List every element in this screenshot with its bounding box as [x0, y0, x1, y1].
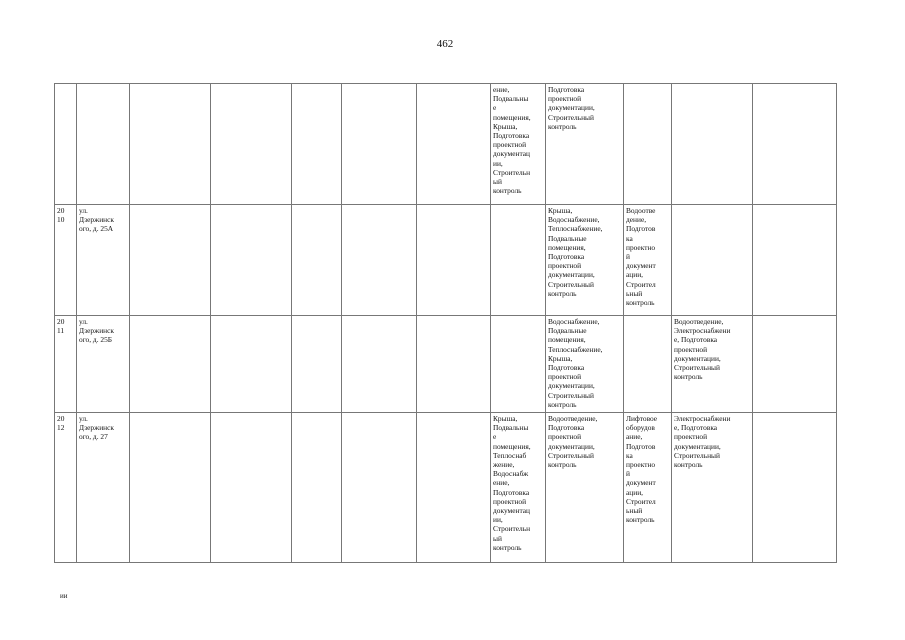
table-cell	[130, 316, 211, 413]
table-cell	[624, 413, 672, 563]
table-cell	[417, 205, 491, 316]
table-cell	[491, 205, 546, 316]
table-cell	[753, 413, 837, 563]
table-cell	[292, 205, 342, 316]
table-cell	[546, 316, 624, 413]
cell-text: Водоотве дение, Подготов ка проектно й документ ации, Строител ьный контроль	[626, 206, 656, 308]
cell-text: Электроснабжени е, Подготовка проектной документации, Строительный контроль	[674, 414, 731, 470]
table-cell	[77, 413, 130, 563]
table-row	[55, 316, 837, 413]
table-cell	[342, 316, 417, 413]
table-cell	[77, 205, 130, 316]
cell-text: ение, Подвальны е помещения, Крыша, Подготовка проектной документац ии, Строительн ый контроль	[493, 85, 531, 196]
table-cell	[55, 84, 77, 205]
page-number: 462	[436, 38, 454, 50]
cell-text: Подготовка проектной документации, Строительный контроль	[548, 85, 595, 131]
table-row	[55, 205, 837, 316]
cell-text: 20 11	[57, 317, 65, 336]
table-cell	[491, 413, 546, 563]
table-cell	[624, 205, 672, 316]
cell-text: Водоотведение, Подготовка проектной документации, Строительный контроль	[548, 414, 598, 470]
table-cell	[55, 205, 77, 316]
cell-text: ул. Дзержинск ого, д. 25А	[79, 206, 115, 234]
table-cell	[130, 84, 211, 205]
table-cell	[55, 316, 77, 413]
table-cell	[491, 84, 546, 205]
table-cell	[753, 84, 837, 205]
table-cell	[342, 205, 417, 316]
table-cell	[672, 316, 753, 413]
table-cell	[211, 413, 292, 563]
table-cell	[417, 84, 491, 205]
footer-mark: ии	[60, 592, 68, 600]
table-cell	[130, 205, 211, 316]
table-cell	[211, 316, 292, 413]
table-cell	[77, 84, 130, 205]
cell-text: ул. Дзержинск ого, д. 25Б	[79, 317, 115, 345]
works-schedule-table	[54, 83, 837, 563]
cell-text: ул. Дзержинск ого, д. 27	[79, 414, 115, 442]
table-cell	[211, 84, 292, 205]
table-cell	[292, 84, 342, 205]
cell-text: 20 12	[57, 414, 65, 433]
table-cell	[753, 316, 837, 413]
table-cell	[672, 84, 753, 205]
table-row	[55, 413, 837, 563]
cell-text: Крыша, Водоснабжение, Теплоснабжение, Подвальные помещения, Подготовка проектной документации, Строительный контроль	[548, 206, 603, 298]
table-cell	[211, 205, 292, 316]
table-cell	[342, 413, 417, 563]
table-row	[55, 84, 837, 205]
table-cell	[624, 316, 672, 413]
table-cell	[55, 413, 77, 563]
table-cell	[546, 84, 624, 205]
table-cell	[546, 413, 624, 563]
cell-text: Крыша, Подвальны е помещения, Теплоснаб жение, Водоснабж ение, Подготовка проектной документац ии, Строительн ый контроль	[493, 414, 531, 552]
table-cell	[672, 413, 753, 563]
table-body	[55, 84, 837, 563]
table-cell	[753, 205, 837, 316]
cell-text: Лифтовое оборудов ание, Подготов ка проектно й документ ации, Строител ьный контроль	[626, 414, 658, 525]
table-cell	[546, 205, 624, 316]
table-cell	[491, 316, 546, 413]
table-cell	[672, 205, 753, 316]
table-cell	[292, 316, 342, 413]
table-cell	[342, 84, 417, 205]
table-cell	[417, 413, 491, 563]
cell-text: 20 10	[57, 206, 65, 225]
table-cell	[77, 316, 130, 413]
table-cell	[292, 413, 342, 563]
table-cell	[417, 316, 491, 413]
cell-text: Водоснабжение, Подвальные помещения, Теплоснабжение, Крыша, Подготовка проектной документации, Строительный контроль	[548, 317, 603, 409]
table-cell	[130, 413, 211, 563]
table-cell	[624, 84, 672, 205]
cell-text: Водоотведение, Электроснабжени е, Подготовка проектной документации, Строительный контроль	[674, 317, 731, 382]
